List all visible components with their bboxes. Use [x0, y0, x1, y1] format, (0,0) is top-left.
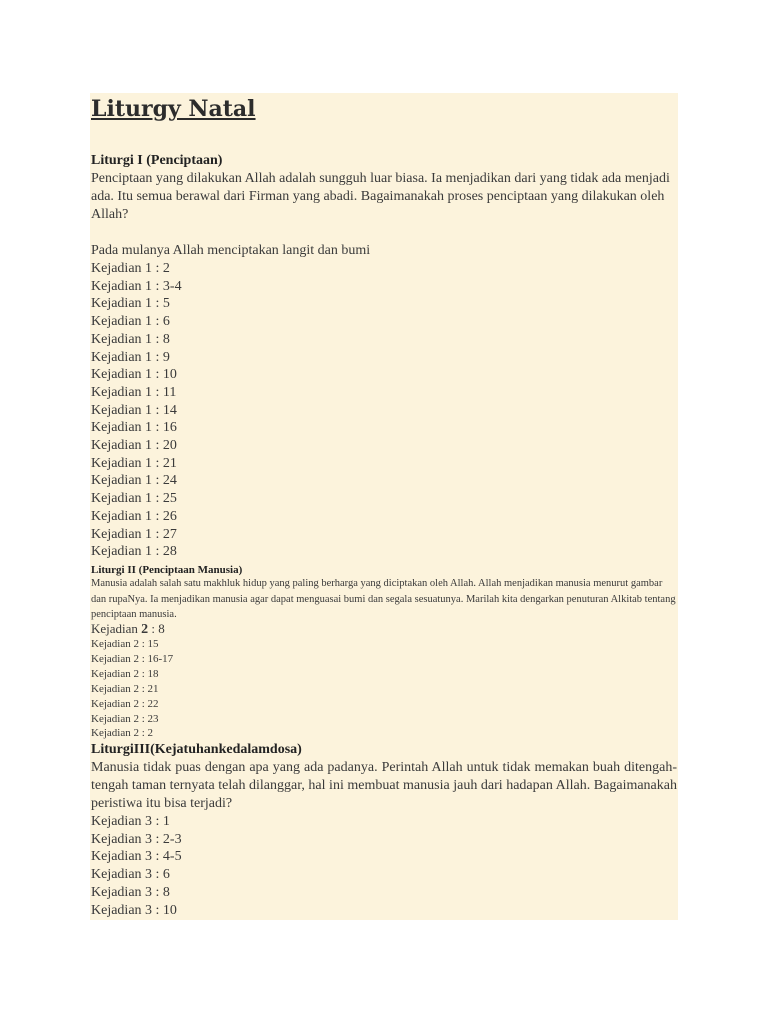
verse-item: Kejadian 3 : 4-5	[91, 849, 182, 865]
verse-item: Kejadian 2 : 23	[91, 712, 159, 725]
verse-item: Kejadian 1 : 27	[91, 526, 177, 542]
verse-item: Kejadian 1 : 10	[91, 367, 177, 383]
section2-heading: Liturgi II (Penciptaan Manusia)	[91, 564, 243, 576]
verse-item: Kejadian 1 : 6	[91, 314, 170, 330]
verse-item: Kejadian 2 : 18	[91, 667, 159, 680]
section2-paragraph: Manusia adalah salah satu makhluk hidup yang paling berharga yang diciptakan oleh Allah. Allah menjadikan manusia menurut gambar dan rupaNya. Ia menjadikan manusia agar dapat menguasai bumi dan segala sesuatunya. Marilah kita dengarkan penuturan Alkitab tentang penciptaan manusia.	[91, 578, 676, 620]
verse-item: Kejadian 3 : 10	[91, 902, 177, 918]
verse-item: Kejadian 1 : 24	[91, 473, 177, 489]
verse-item: Kejadian 3 : 1	[91, 814, 170, 829]
verse-item: Kejadian 1 : 28	[91, 544, 177, 560]
verse-item: Kejadian 1 : 14	[91, 402, 177, 418]
document-page	[90, 93, 678, 920]
verse-suffix: : 8	[148, 621, 165, 636]
verse-item: Kejadian 2 : 16-17	[91, 652, 174, 665]
section1-heading: Liturgi I (Penciptaan)	[91, 153, 223, 168]
section1-verse-list	[91, 260, 182, 561]
verse-chapter: 2	[141, 622, 149, 637]
verse-item: Kejadian 3 : 6	[91, 867, 170, 883]
verse-item: Kejadian 1 : 2	[91, 261, 170, 276]
verse-item: Kejadian 3 : 8	[91, 884, 170, 900]
section2-verse-list	[91, 637, 173, 741]
verse-item: Kejadian 1 : 11	[91, 384, 177, 400]
verse-item: Kejadian 2 : 21	[91, 682, 159, 695]
verse-item: Kejadian 1 : 3-4	[91, 278, 182, 294]
section1-paragraph: Penciptaan yang dilakukan Allah adalah sungguh luar biasa. Ia menjadikan dari yang tidak ada menjadi ada. Itu semua berawal dari Firman yang abadi. Bagaimanakah proses penciptaan yang dilakukan oleh Allah?	[91, 171, 670, 222]
verse-item: Kejadian 1 : 20	[91, 438, 177, 454]
verse-prefix: Kejadian	[91, 621, 142, 636]
verse-item: Kejadian 2 : 2	[91, 727, 154, 740]
verse-item: Kejadian 1 : 25	[91, 491, 177, 507]
section2-first-verse	[91, 621, 165, 638]
section3-heading: LiturgiIII(Kejatuhankedalamdosa)	[91, 742, 302, 757]
verse-item: Kejadian 1 : 5	[91, 296, 170, 312]
verse-item: Kejadian 2 : 22	[91, 697, 159, 710]
verse-item: Kejadian 2 : 15	[91, 638, 159, 650]
verse-item: Kejadian 1 : 26	[91, 508, 177, 524]
verse-item: Kejadian 3 : 2-3	[91, 831, 182, 847]
verse-item: Kejadian 1 : 8	[91, 331, 170, 347]
section3-verse-list	[91, 813, 182, 919]
verse-item: Kejadian 1 : 21	[91, 455, 177, 471]
section1-intro: Pada mulanya Allah menciptakan langit dan bumi	[91, 243, 371, 258]
page-title: Liturgy Natal	[91, 96, 256, 122]
verse-item: Kejadian 1 : 9	[91, 349, 170, 365]
section3-paragraph: Manusia tidak puas dengan apa yang ada padanya. Perintah Allah untuk tidak memakan buah ditengah-tengah taman ternyata telah dilanggar, hal ini membuat manusia jauh dari hadapan Allah. Bagaimanakah peristiwa itu bisa terjadi?	[91, 760, 677, 811]
verse-item: Kejadian 1 : 16	[91, 420, 177, 436]
